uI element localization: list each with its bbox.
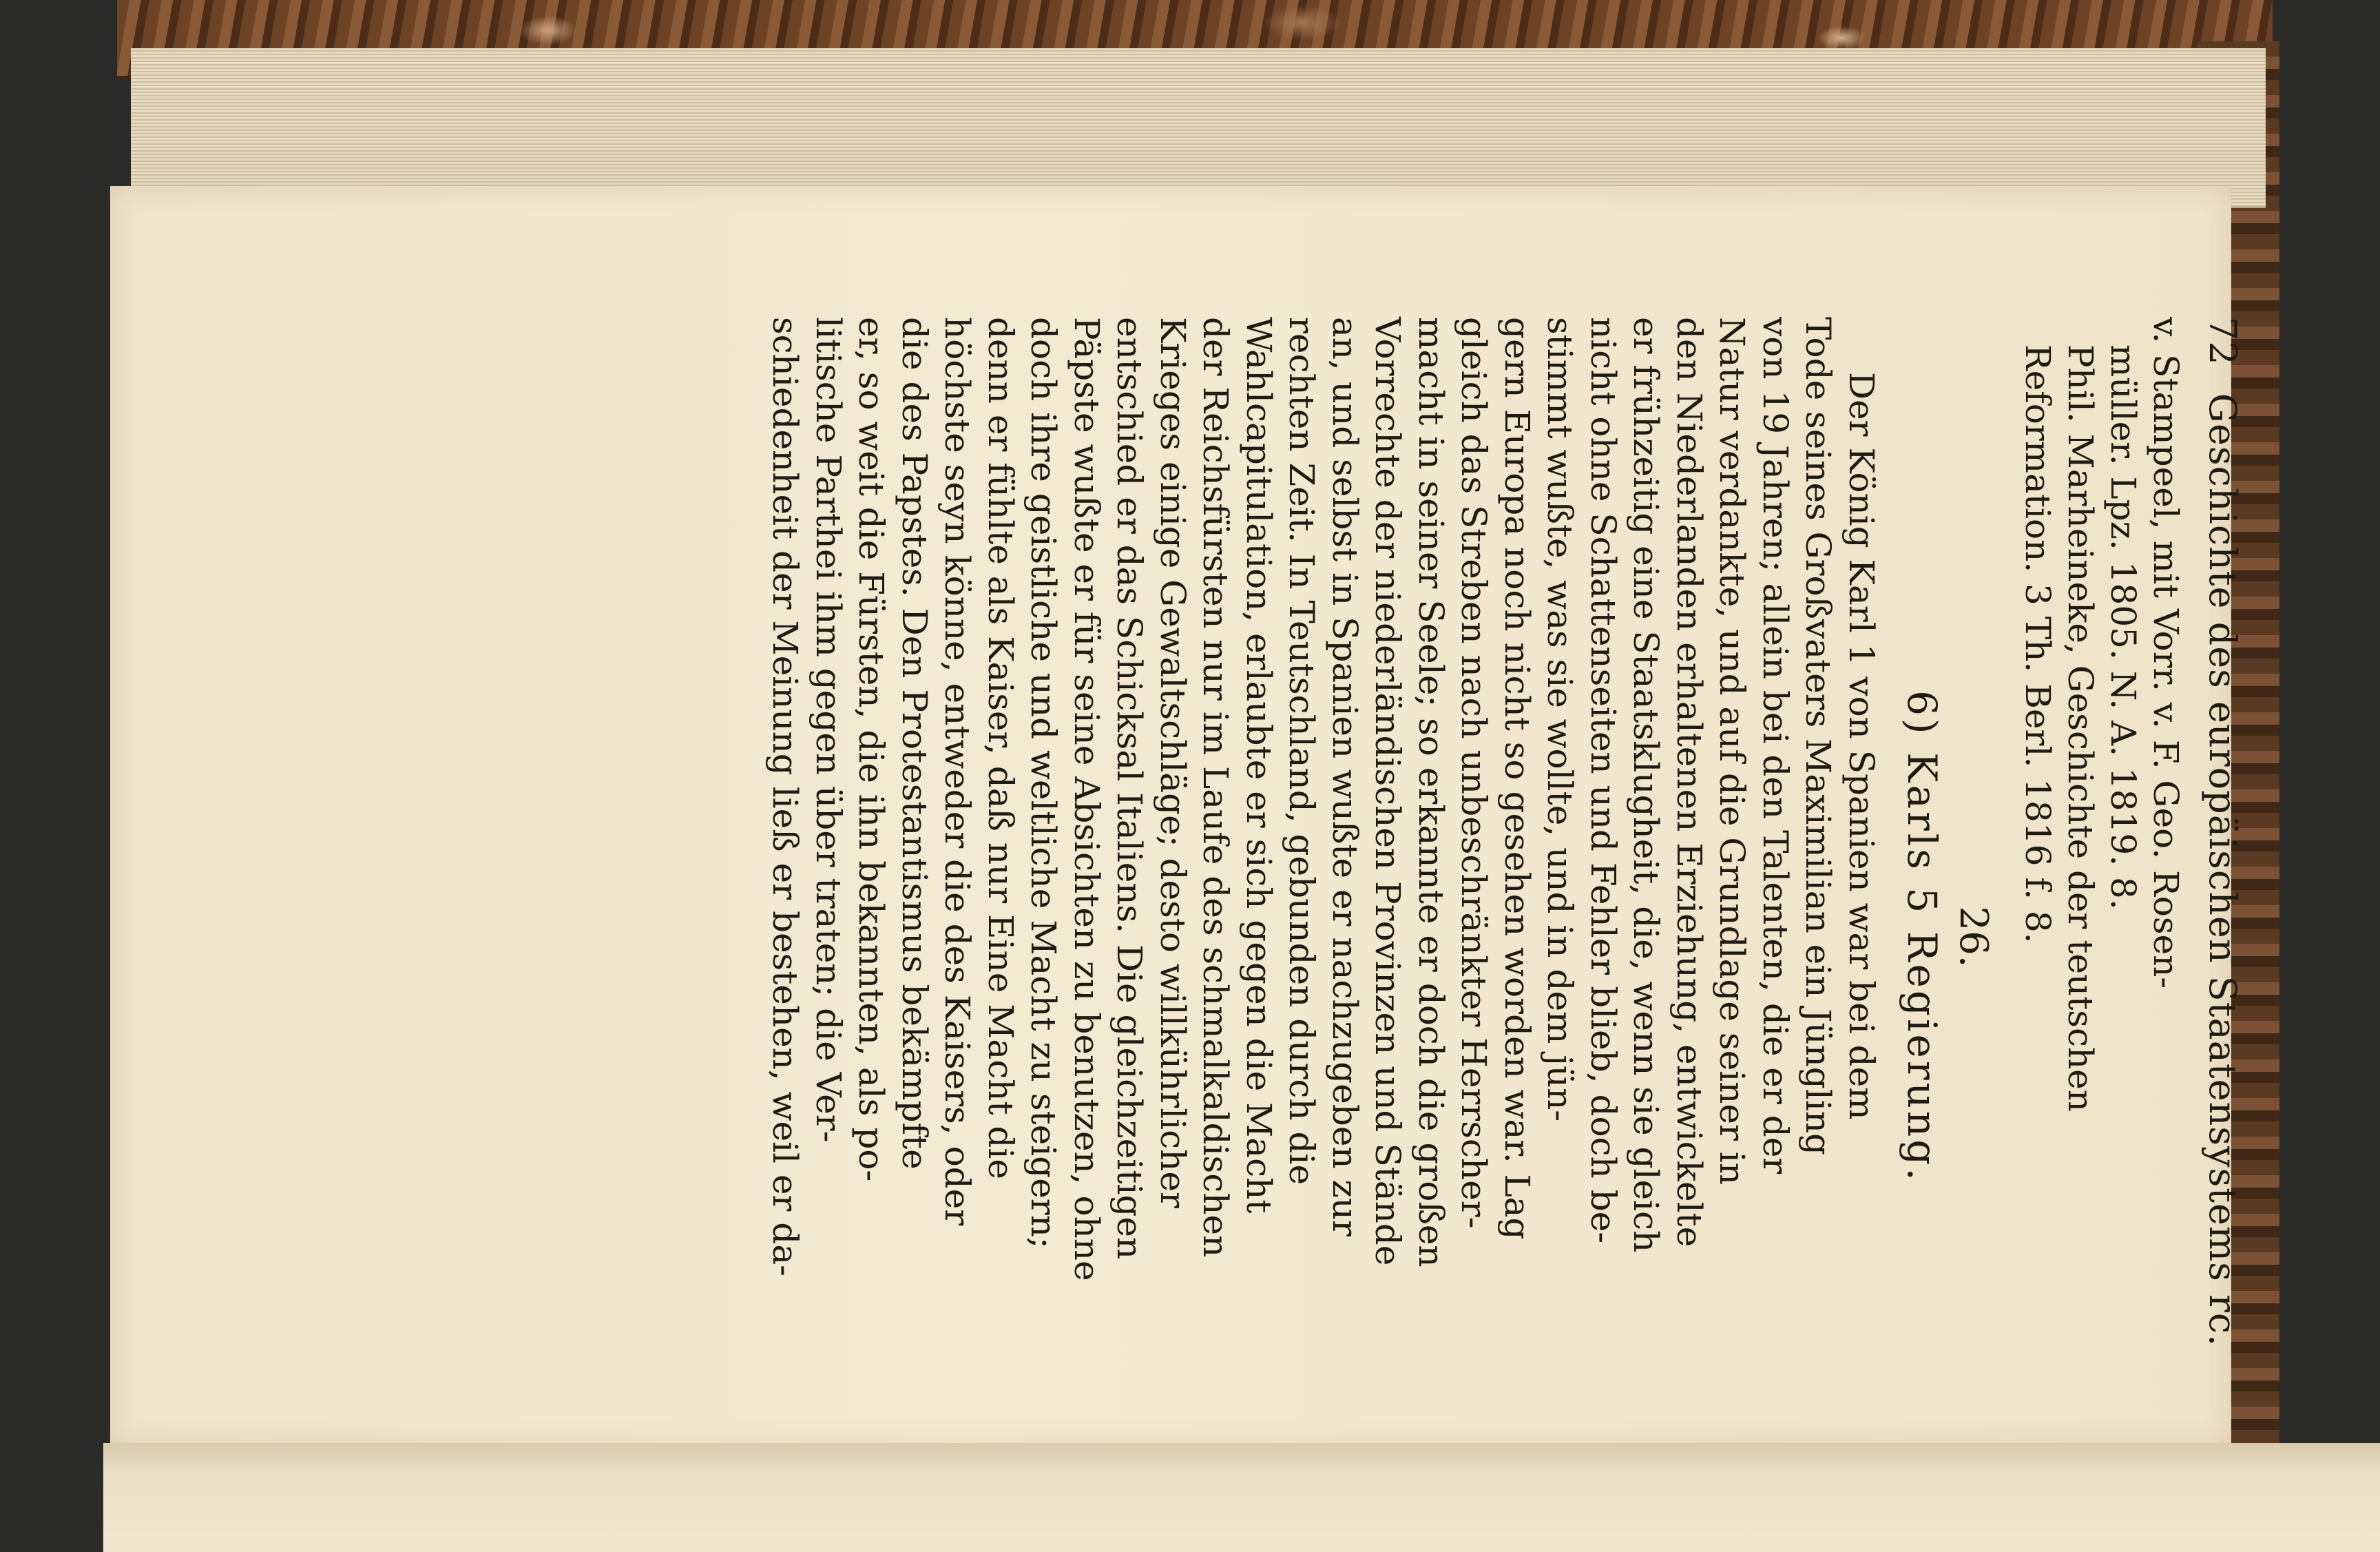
- running-head: [2200, 317, 2245, 1552]
- body-line: gleich das Streben nach unbeschränkter Herrscher-: [1454, 317, 1494, 1229]
- body-line: an, und selbst in Spanien wußte er nachzugeben zur: [1325, 317, 1365, 1237]
- body-line: schiedenheit der Meinung ließ er bestehen, weil er da-: [765, 317, 806, 1277]
- body-line: Päpste wußte er für seine Absichten zu benutzen, ohne: [1067, 317, 1107, 1281]
- body-line: denn er fühlte als Kaiser, daß nur Eine Macht die: [981, 317, 1021, 1179]
- body-line: Krieges einige Gewaltschläge; desto willkührlicher: [1153, 317, 1193, 1208]
- body-line: er, so weit die Fürsten, die ihn bekannten, als po-: [851, 317, 892, 1182]
- bibliography-line: müller. Lpz. 1805. N. A. 1819. 8.: [2103, 344, 2143, 910]
- body-line: Der König Karl 1 von Spanien war bei dem: [1841, 372, 1881, 1120]
- bibliography-line: Reformation. 3 Th. Berl. 1816 f. 8.: [2018, 344, 2058, 944]
- body-line: rechten Zeit. In Teutschland, gebunden durch die: [1282, 317, 1322, 1186]
- body-line: gern Europa noch nicht so gesehen worden war. Lag: [1497, 317, 1537, 1240]
- section-number: 26.: [1951, 906, 1996, 968]
- section-title: 6) Karls 5 Regierung.: [1899, 690, 1945, 1183]
- body-line: entschied er das Schicksal Italiens. Die gleichzeitigen: [1109, 317, 1150, 1260]
- body-line: nicht ohne Schattenseiten und Fehler blieb, doch be-: [1583, 317, 1623, 1244]
- body-line: höchste seyn könne, entweder die des Kaisers, oder: [937, 317, 978, 1226]
- body-line: stimmt wußte, was sie wollte, und in dem jün-: [1540, 317, 1580, 1122]
- body-line: Wahlcapitulation, erlaubte er sich gegen die Macht: [1239, 317, 1279, 1214]
- page-text-block: [744, 317, 2245, 1552]
- body-line: Tode seines Großvaters Maximilian ein Jüngling: [1798, 317, 1839, 1155]
- body-line: von 19 Jahren; allein bei den Talenten, die er der: [1755, 317, 1795, 1175]
- body-line: den Niederlanden erhaltenen Erziehung, entwickelte: [1669, 317, 1709, 1248]
- bibliography-line: v. Stampeel, mit Vorr. v. F. Geo. Rosen-: [2146, 317, 2186, 989]
- body-line: die des Papstes. Den Protestantismus bekämpfte: [895, 317, 935, 1170]
- running-head-title: Geschichte des europäischen Staatensystems rc.: [2201, 393, 2244, 1347]
- body-line: Natur verdankte, und auf die Grundlage seiner in: [1712, 317, 1753, 1185]
- body-line: der Reichsfürsten nur im Laufe des schmalkaldischen: [1196, 317, 1236, 1258]
- bibliography-line: Phil. Marheineke, Geschichte der teutschen: [2060, 344, 2100, 1112]
- body-line: er frühzeitig eine Staatsklugheit, die, wenn sie gleich: [1626, 317, 1667, 1253]
- body-line: macht in seiner Seele; so erkannte er doch die großen: [1411, 317, 1451, 1268]
- page-block-edges: [131, 48, 2266, 208]
- body-line: Vorrechte der niederländischen Provinzen und Stände: [1368, 317, 1408, 1266]
- body-line: litische Parthei ihm gegen über traten; die Ver-: [808, 317, 848, 1143]
- body-line: doch ihre geistliche und weltliche Macht zu steigern;: [1023, 317, 1064, 1249]
- page-number: 72: [2201, 317, 2244, 366]
